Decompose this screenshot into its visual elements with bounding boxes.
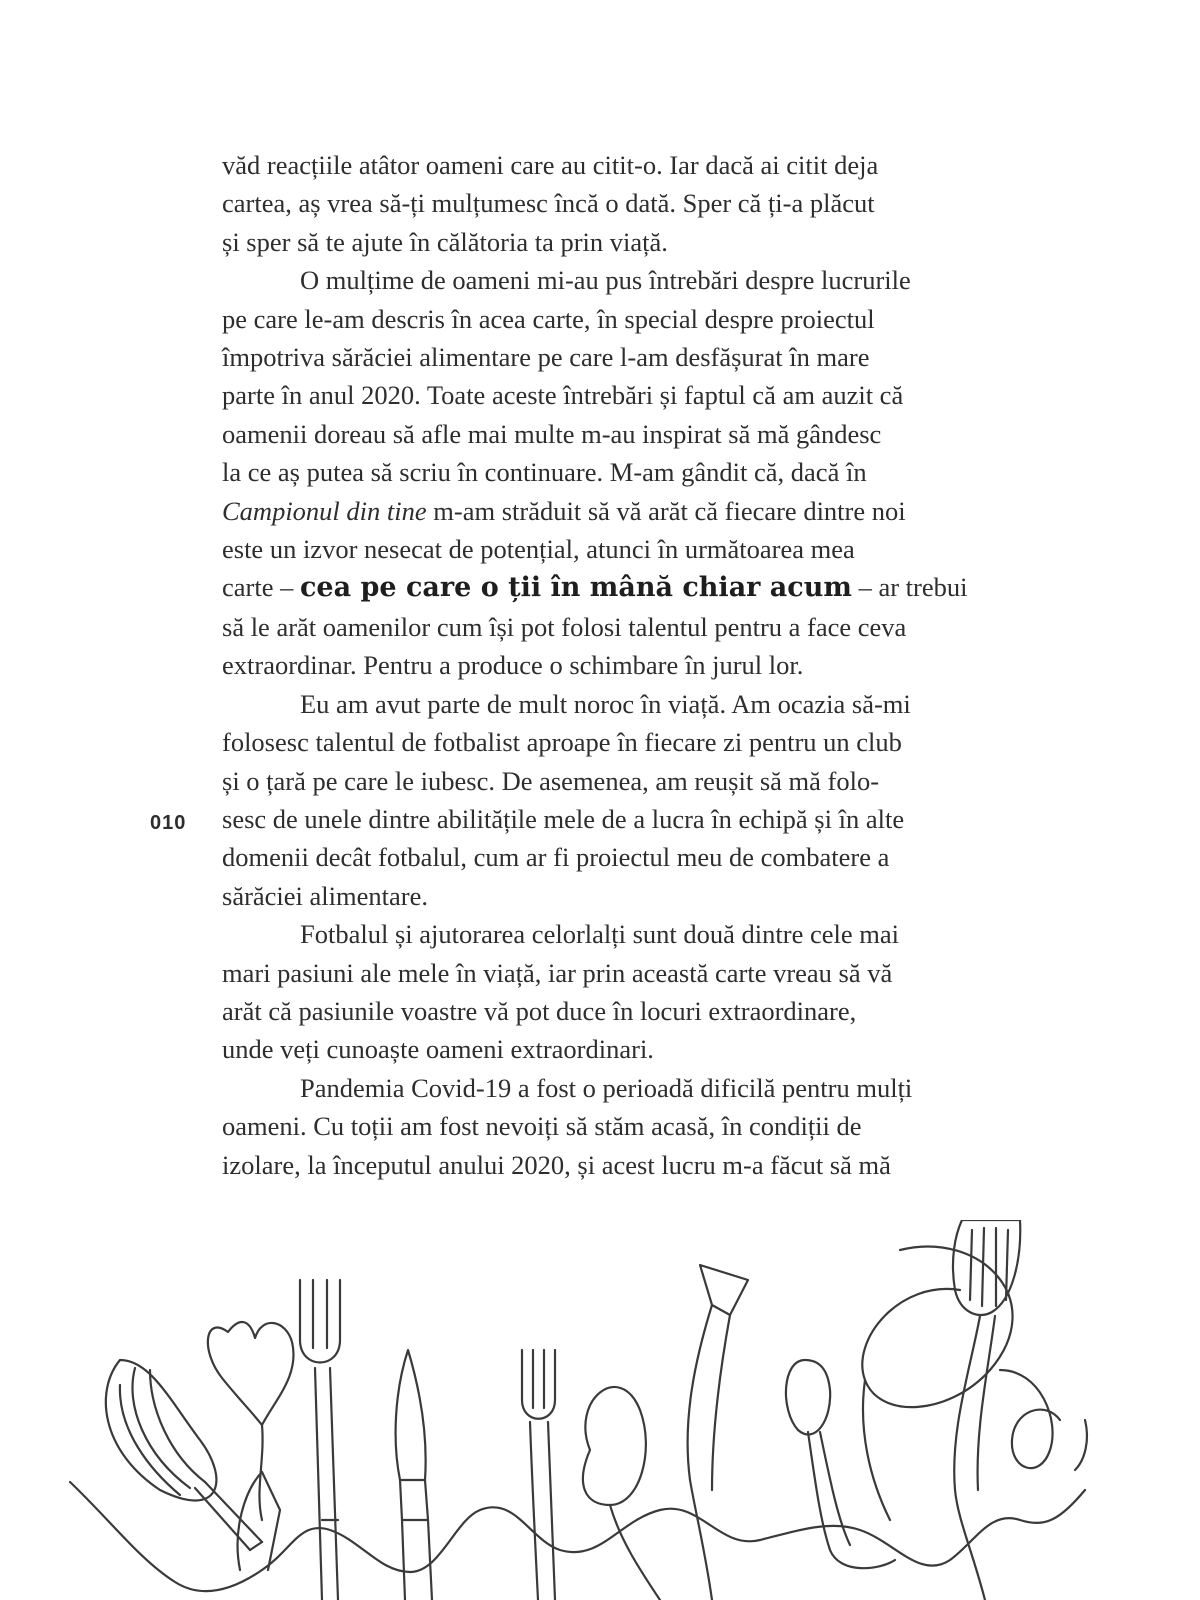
small-fork-icon bbox=[522, 1350, 555, 1600]
text-line: văd reacțiile atâtor oameni care au citit-o. Iar dacă ai citit deja bbox=[222, 150, 879, 180]
text-line: O mulțime de oameni mi-au pus întrebări despre lucrurile bbox=[300, 265, 911, 296]
kitchen-utensils-illustration-icon bbox=[0, 1220, 1200, 1600]
text-line: să le arăt oamenilor cum își pot folosi talentul pentru a face ceva bbox=[222, 611, 907, 642]
text-line: unde veți cunoaște oameni extraordinari. bbox=[222, 1034, 654, 1065]
paragraph-4 bbox=[222, 915, 1002, 1069]
text-line: oameni. Cu toții am fost nevoiți să stăm acasă, în condiții de bbox=[222, 1111, 862, 1142]
text-line: cartea, aș vrea să-ți mulțumesc încă o dată. Sper că ți-a plăcut bbox=[222, 188, 875, 219]
text-line: domenii decât fotbalul, cum ar fi proiectul meu de combatere a bbox=[222, 842, 890, 873]
text-line bbox=[222, 492, 1002, 530]
fork-icon bbox=[300, 1280, 340, 1600]
paragraph-2 bbox=[222, 261, 1002, 684]
text-line: folosesc talentul de fotbalist aproape în fiecare zi pentru un club bbox=[222, 727, 902, 758]
text-line: este un izvor nesecat de potențial, atunci în următoarea mea bbox=[222, 534, 855, 565]
paragraph-1 bbox=[222, 146, 1002, 261]
text-line: mari pasiuni ale mele în viață, iar prin această carte vreau să vă bbox=[222, 957, 893, 988]
text-line: Fotbalul și ajutorarea celorlalți sunt două dintre cele mai bbox=[300, 919, 899, 950]
text-line: sărăciei alimentare. bbox=[222, 880, 428, 911]
text-line: Eu am avut parte de mult noroc în viață. Am ocazia să-mi bbox=[300, 688, 911, 719]
line-art-baseline bbox=[70, 1482, 1085, 1591]
text-line: pe care le-am descris în acea carte, în special despre proiectul bbox=[222, 303, 875, 334]
text-line: și o țară pe care le iubesc. De asemenea, am reușit să mă folo- bbox=[222, 765, 880, 796]
text-line: oamenii doreau să afle mai multe m-au inspirat să mă gândesc bbox=[222, 418, 882, 449]
spatula-icon bbox=[688, 1265, 748, 1600]
text-line: extraordinar. Pentru a produce o schimbare în jurul lor. bbox=[222, 650, 804, 681]
egg-loop-icon bbox=[583, 1387, 660, 1600]
text-fragment: – ar trebui bbox=[851, 572, 968, 603]
spoon-icon bbox=[786, 1360, 895, 1568]
book-title-italic: Campionul din tine bbox=[222, 495, 427, 526]
text-line: izolare, la începutul anului 2020, și acest lucru m-a făcut să mă bbox=[222, 1149, 891, 1180]
text-fragment: carte – bbox=[222, 572, 300, 603]
chef-knife-icon bbox=[396, 1350, 432, 1600]
whisk-icon bbox=[106, 1360, 262, 1550]
text-line: sesc de unele dintre abilitățile mele de a lucra în echipă și în alte bbox=[222, 803, 905, 834]
text-line: împotriva sărăciei alimentare pe care l-am desfășurat în mare bbox=[222, 342, 870, 373]
text-fragment: m-am străduit să vă arăt că fiecare dintre noi bbox=[426, 495, 906, 526]
swirl-loop-icon bbox=[862, 1247, 1012, 1520]
paragraph-5 bbox=[222, 1069, 1002, 1184]
text-line: la ce aș putea să scriu în continuare. M-am gândit că, dacă în bbox=[222, 457, 867, 488]
text-line: și sper să te ajute în călătoria ta prin viață. bbox=[222, 226, 668, 257]
text-line bbox=[222, 568, 1002, 607]
slotted-spatula-icon bbox=[953, 1220, 1020, 1600]
text-line: arăt că pasiunile voastre vă pot duce în locuri extraordinare, bbox=[222, 995, 857, 1026]
page-number: 010 bbox=[150, 812, 187, 834]
text-line: parte în anul 2020. Toate aceste întrebări și faptul că am auzit că bbox=[222, 380, 904, 411]
emphasized-phrase: cea pe care o ții în mână chiar acum bbox=[299, 572, 852, 604]
text-line: Pandemia Covid-19 a fost o perioadă dificilă pentru mulți bbox=[300, 1072, 913, 1103]
right-loop-icon bbox=[1000, 1370, 1087, 1470]
body-text bbox=[222, 146, 1002, 1184]
paragraph-3 bbox=[222, 685, 1002, 915]
